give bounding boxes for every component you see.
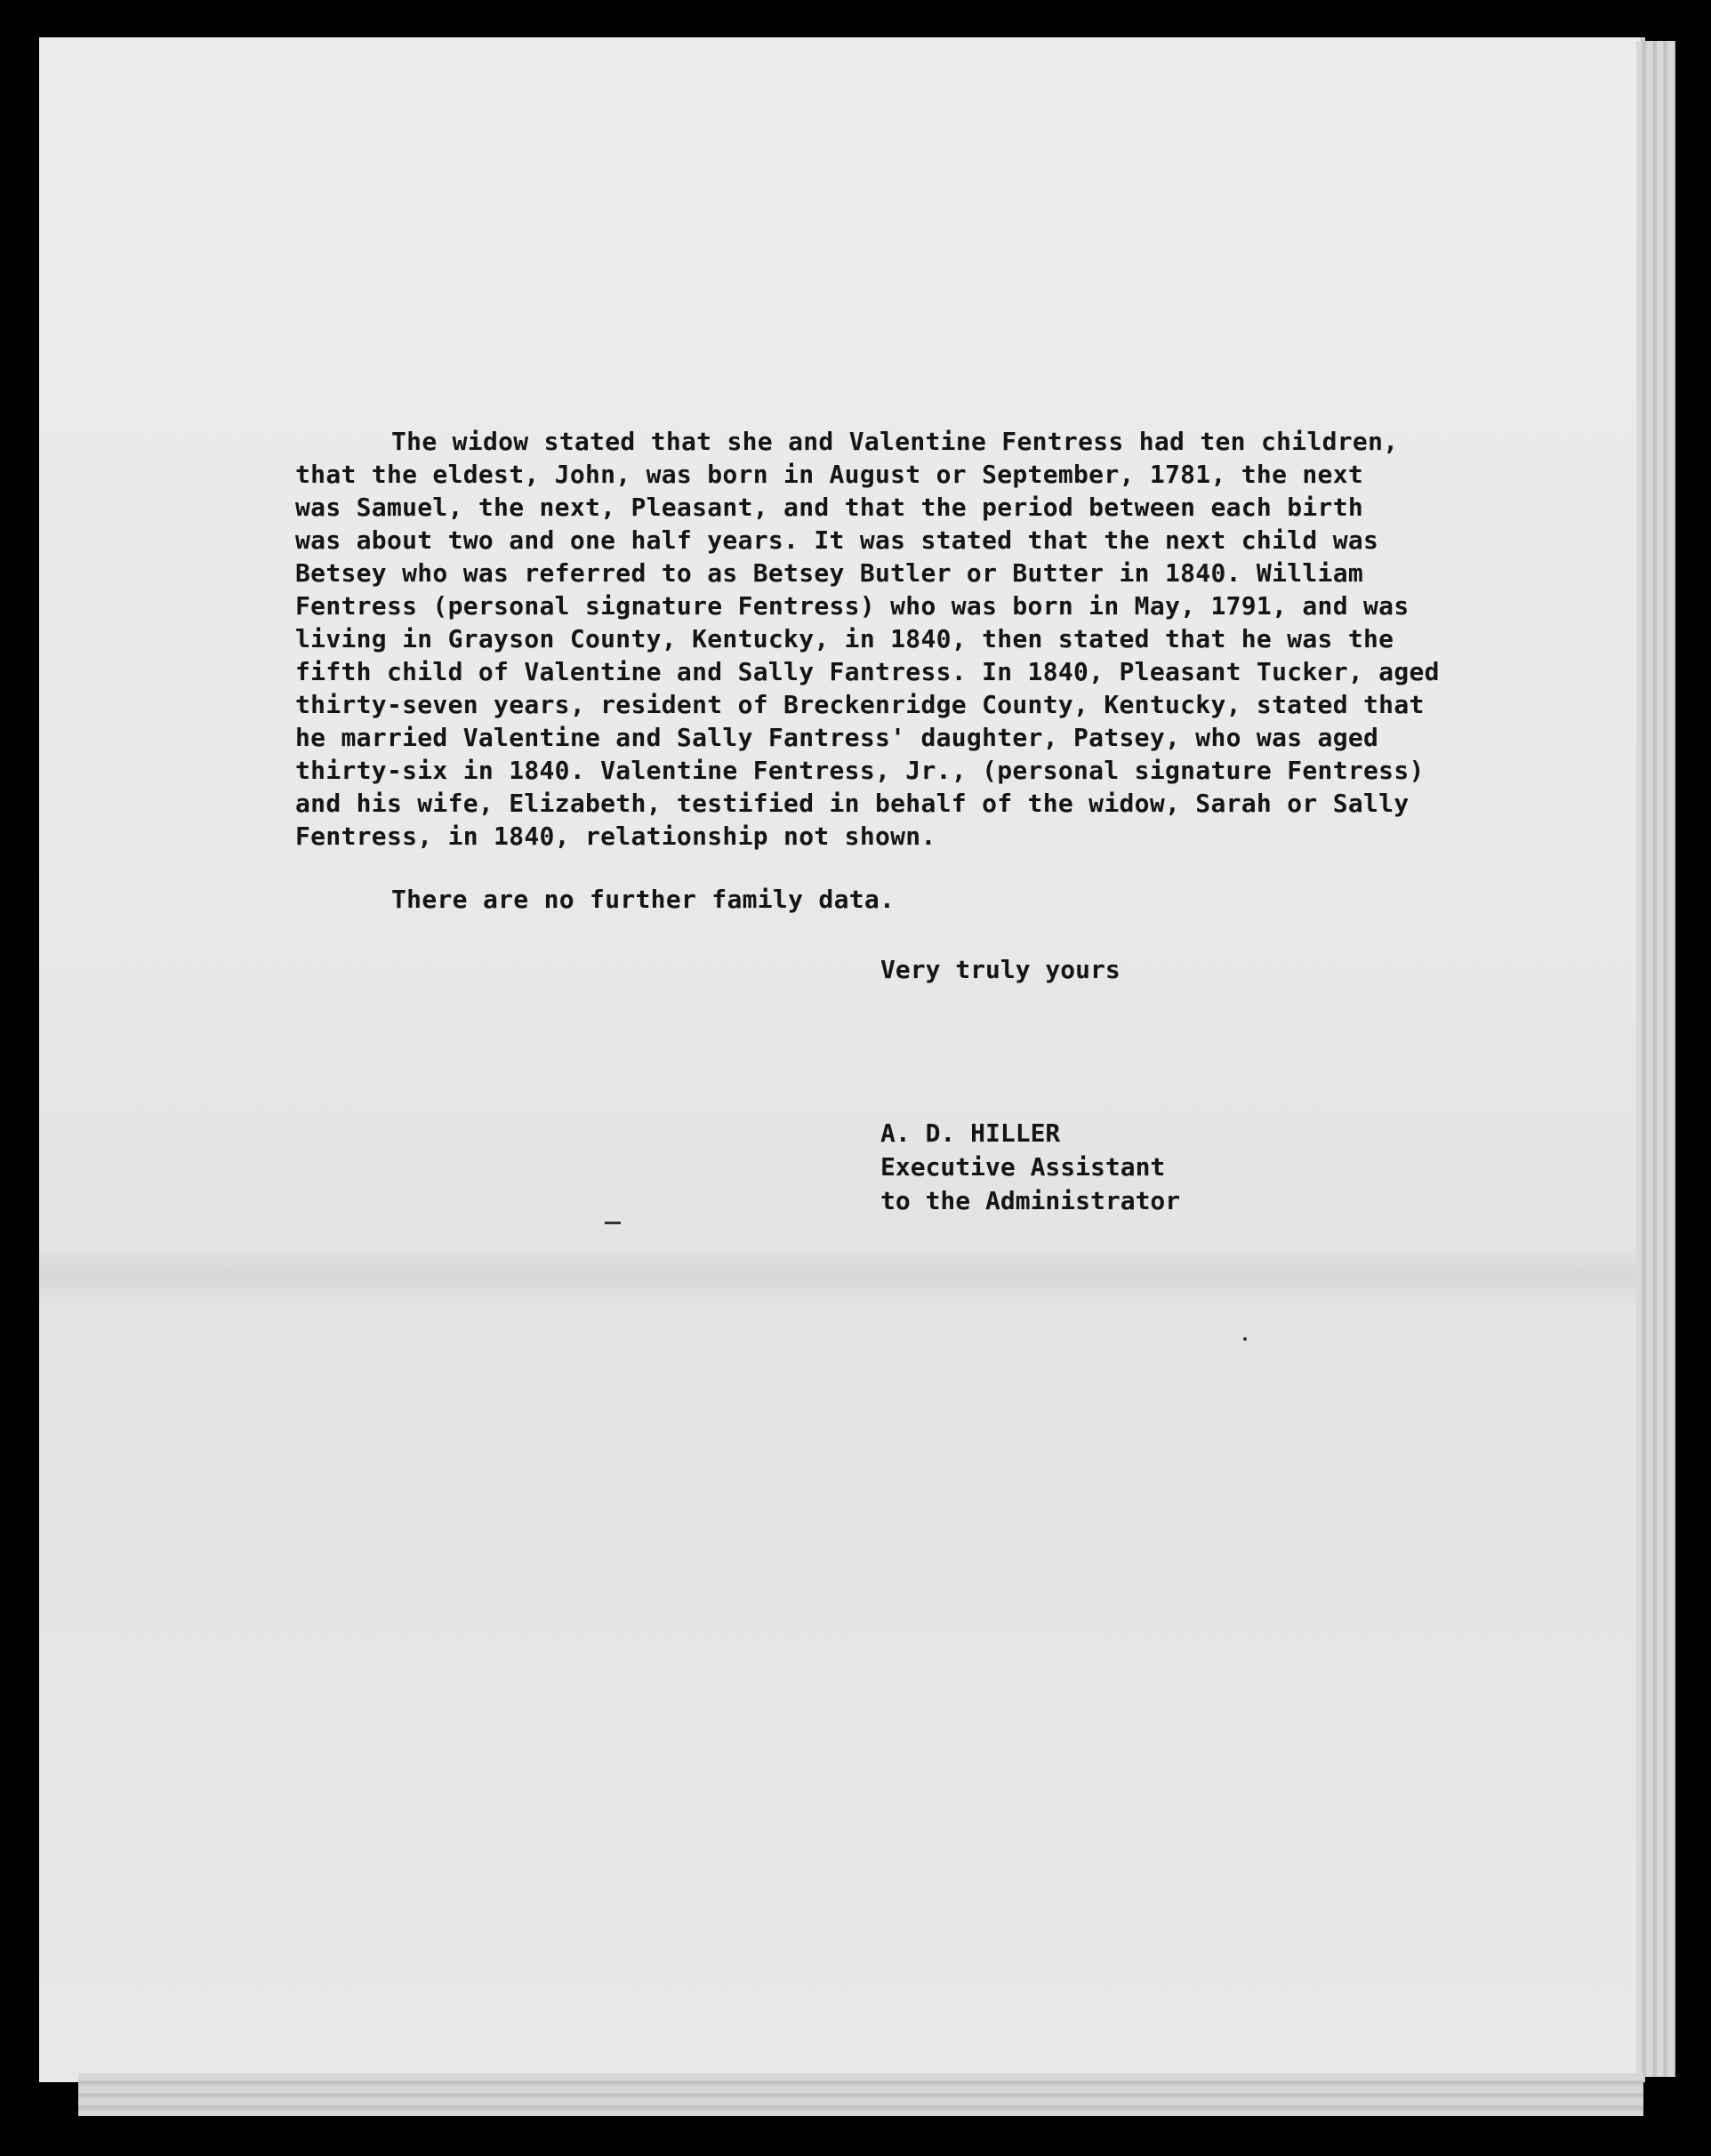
closing: Very truly yours	[880, 955, 1121, 984]
text-line: fifth child of Valentine and Sally Fantress. In 1840, Pleasant Tucker, aged	[295, 657, 1440, 686]
text-line: Fentress (personal signature Fentress) who was born in May, 1791, and was	[295, 591, 1410, 621]
text-line: was Samuel, the next, Pleasant, and that the period between each birth	[295, 493, 1364, 522]
signature-block	[880, 1117, 1180, 1218]
text-line: was about two and one half years. It was stated that the next child was	[295, 525, 1379, 555]
text-line: Betsey who was referred to as Betsey Butler or Butter in 1840. William	[295, 558, 1364, 588]
letter-body	[295, 425, 1540, 916]
text-line: The widow stated that she and Valentine Fentress had ten children,	[391, 427, 1399, 456]
text-line: and his wife, Elizabeth, testified in behalf of the widow, Sarah or Sally	[295, 789, 1410, 818]
text-line: thirty-seven years, resident of Breckenridge County, Kentucky, stated that	[295, 690, 1425, 719]
text-line: Fentress, in 1840, relationship not shown.	[295, 822, 936, 851]
paper-fold	[39, 1245, 1640, 1307]
signer-name: A. D. HILLER	[880, 1118, 1061, 1148]
paragraph-2: There are no further family data.	[391, 885, 896, 914]
text-line: living in Grayson County, Kentucky, in 1840, then stated that he was the	[295, 624, 1394, 653]
signer-title-continued: to the Administrator	[880, 1186, 1181, 1215]
text-line: that the eldest, John, was born in August or September, 1781, the next	[295, 460, 1364, 489]
signer-title: Executive Assistant	[880, 1152, 1166, 1182]
page-edge-stack	[1636, 41, 1675, 2077]
paper-sheet	[39, 37, 1645, 2082]
page-bottom-stack	[78, 2073, 1643, 2116]
stray-mark	[605, 1222, 621, 1224]
stray-dot	[1243, 1337, 1247, 1341]
text-line: he married Valentine and Sally Fantress' daughter, Patsey, who was aged	[295, 723, 1379, 752]
paragraph-1	[295, 425, 1540, 853]
text-line: thirty-six in 1840. Valentine Fentress, Jr., (personal signature Fentress)	[295, 756, 1425, 785]
